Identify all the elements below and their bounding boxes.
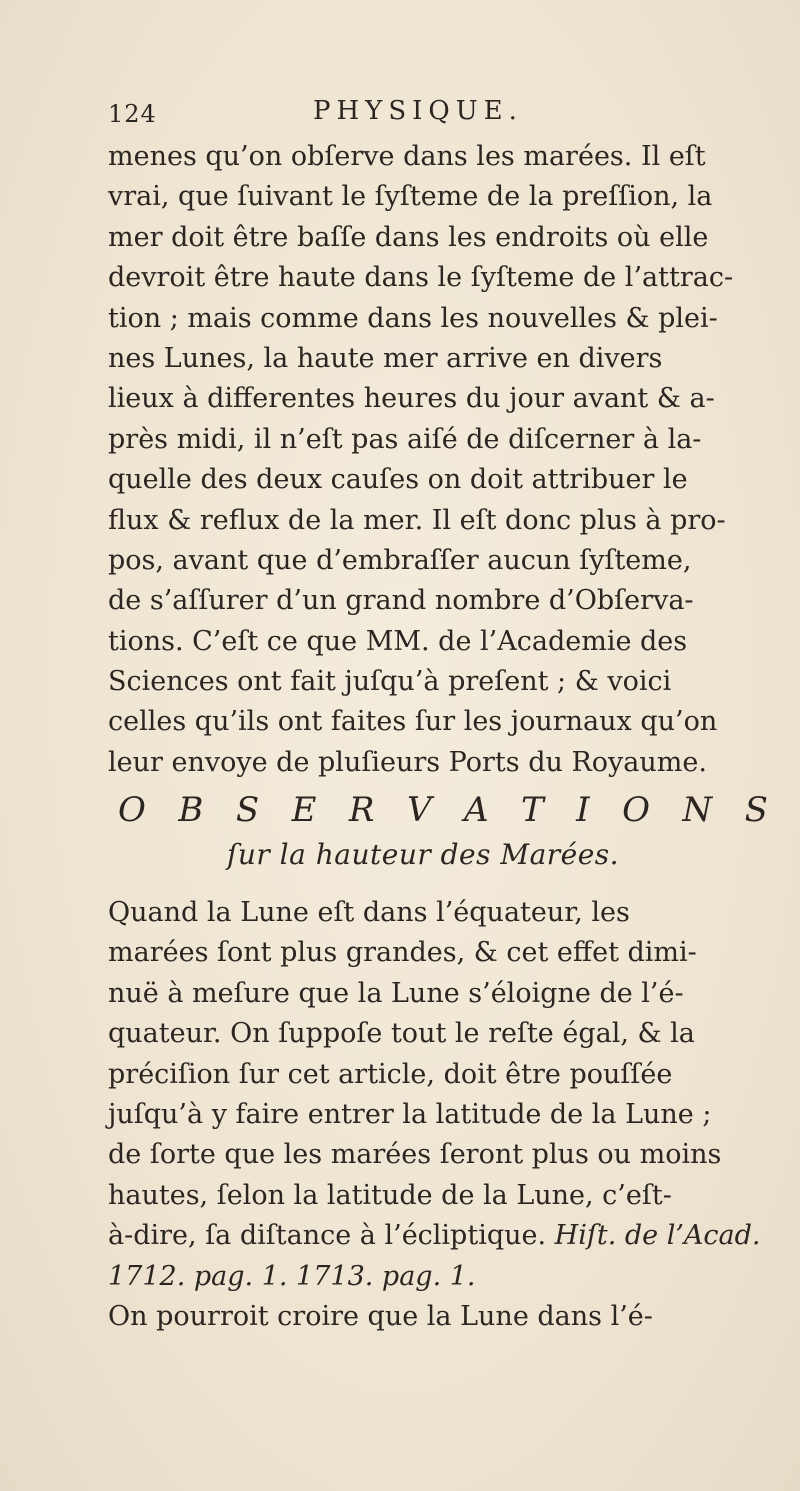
text-line: quelle des deux cauſes on doit attribuer le (108, 464, 688, 496)
text-line: hautes, ſelon la latitude de la Lune, c’eſt- (108, 1179, 672, 1211)
text-line: menes qu’on obſerve dans les marées. Il eſt (108, 141, 706, 172)
title-letter: B (178, 790, 204, 830)
title-letter: R (348, 790, 375, 830)
text-line: tion ; mais comme dans les nouvelles & plei- (108, 302, 718, 334)
text-line: nes Lunes, la haute mer arrive en divers (108, 342, 663, 374)
text-segment: à-dire, ſa diſtance à l’écliptique. (108, 1220, 547, 1252)
text-line: On pourroit croire que la Lune dans l’é- (108, 1300, 653, 1332)
title-letter: S (744, 790, 768, 830)
title-letter: O (622, 790, 650, 830)
text-line: tions. C’eſt ce que MM. de l’Academie des (108, 625, 688, 657)
title-letter: I (576, 790, 590, 830)
text-line: marées ſont plus grandes, & cet effet dimi- (108, 937, 697, 969)
title-letter: V (406, 790, 432, 830)
title-letter: O (118, 790, 146, 830)
page-header (108, 96, 708, 136)
paragraph-intro (108, 137, 768, 783)
text-line: devroit être haute dans le ſyſteme de l’attrac- (108, 262, 734, 294)
text-line: Sciences ont fait juſqu’à preſent ; & voici (108, 666, 672, 698)
page-number: 124 (108, 100, 157, 128)
text-line: Quand la Lune eſt dans l’équateur, les (108, 897, 630, 928)
text-line: juſqu’à y faire entrer la latitude de la Lune ; (108, 1098, 712, 1130)
text-line: leur envoye de pluſieurs Ports du Royaume. (108, 746, 707, 778)
paragraph-tides (108, 893, 768, 1337)
title-letter: A (463, 790, 489, 830)
title-letter: T (521, 790, 544, 830)
text-line: nuë à meſure que la Lune s’éloigne de l’é- (108, 977, 684, 1009)
text-line: de s’aſſurer d’un grand nombre d’Obſerva- (108, 585, 694, 617)
title-letter: S (235, 790, 260, 830)
text-line: celles qu’ils ont faites ſur les journaux qu’on (108, 706, 718, 738)
text-line: mer doit être baſſe dans les endroits où elle (108, 221, 709, 253)
text-line: lieux à differentes heures du jour avant & a- (108, 383, 715, 415)
citation-refs: 1712. pag. 1. 1713. pag. 1. (108, 1260, 476, 1292)
text-line: de ſorte que les marées ſeront plus ou moins (108, 1139, 722, 1171)
text-line: pos, avant que d’embraſſer aucun ſyſteme, (108, 544, 692, 576)
text-line: quateur. On ſuppoſe tout le reſte égal, & la (108, 1018, 695, 1050)
section-subtitle: ſur la hauteur des Marées. (227, 838, 620, 871)
title-letter: N (682, 790, 713, 830)
section-title (118, 790, 768, 830)
text-line: vrai, que ſuivant le ſyſteme de la preſſion, la (108, 181, 713, 213)
text-line: préciſion ſur cet article, doit être pouſſée (108, 1058, 673, 1090)
title-letter: E (291, 790, 317, 830)
text-line: flux & reflux de la mer. Il eſt donc plus à pro- (108, 504, 726, 536)
citation-source: Hiſt. de l’Acad. (554, 1220, 761, 1252)
running-title: PHYSIQUE. (313, 96, 523, 126)
text-line: près midi, il n’eſt pas aiſé de diſcerner à la- (108, 423, 702, 455)
text-line (108, 1216, 768, 1256)
